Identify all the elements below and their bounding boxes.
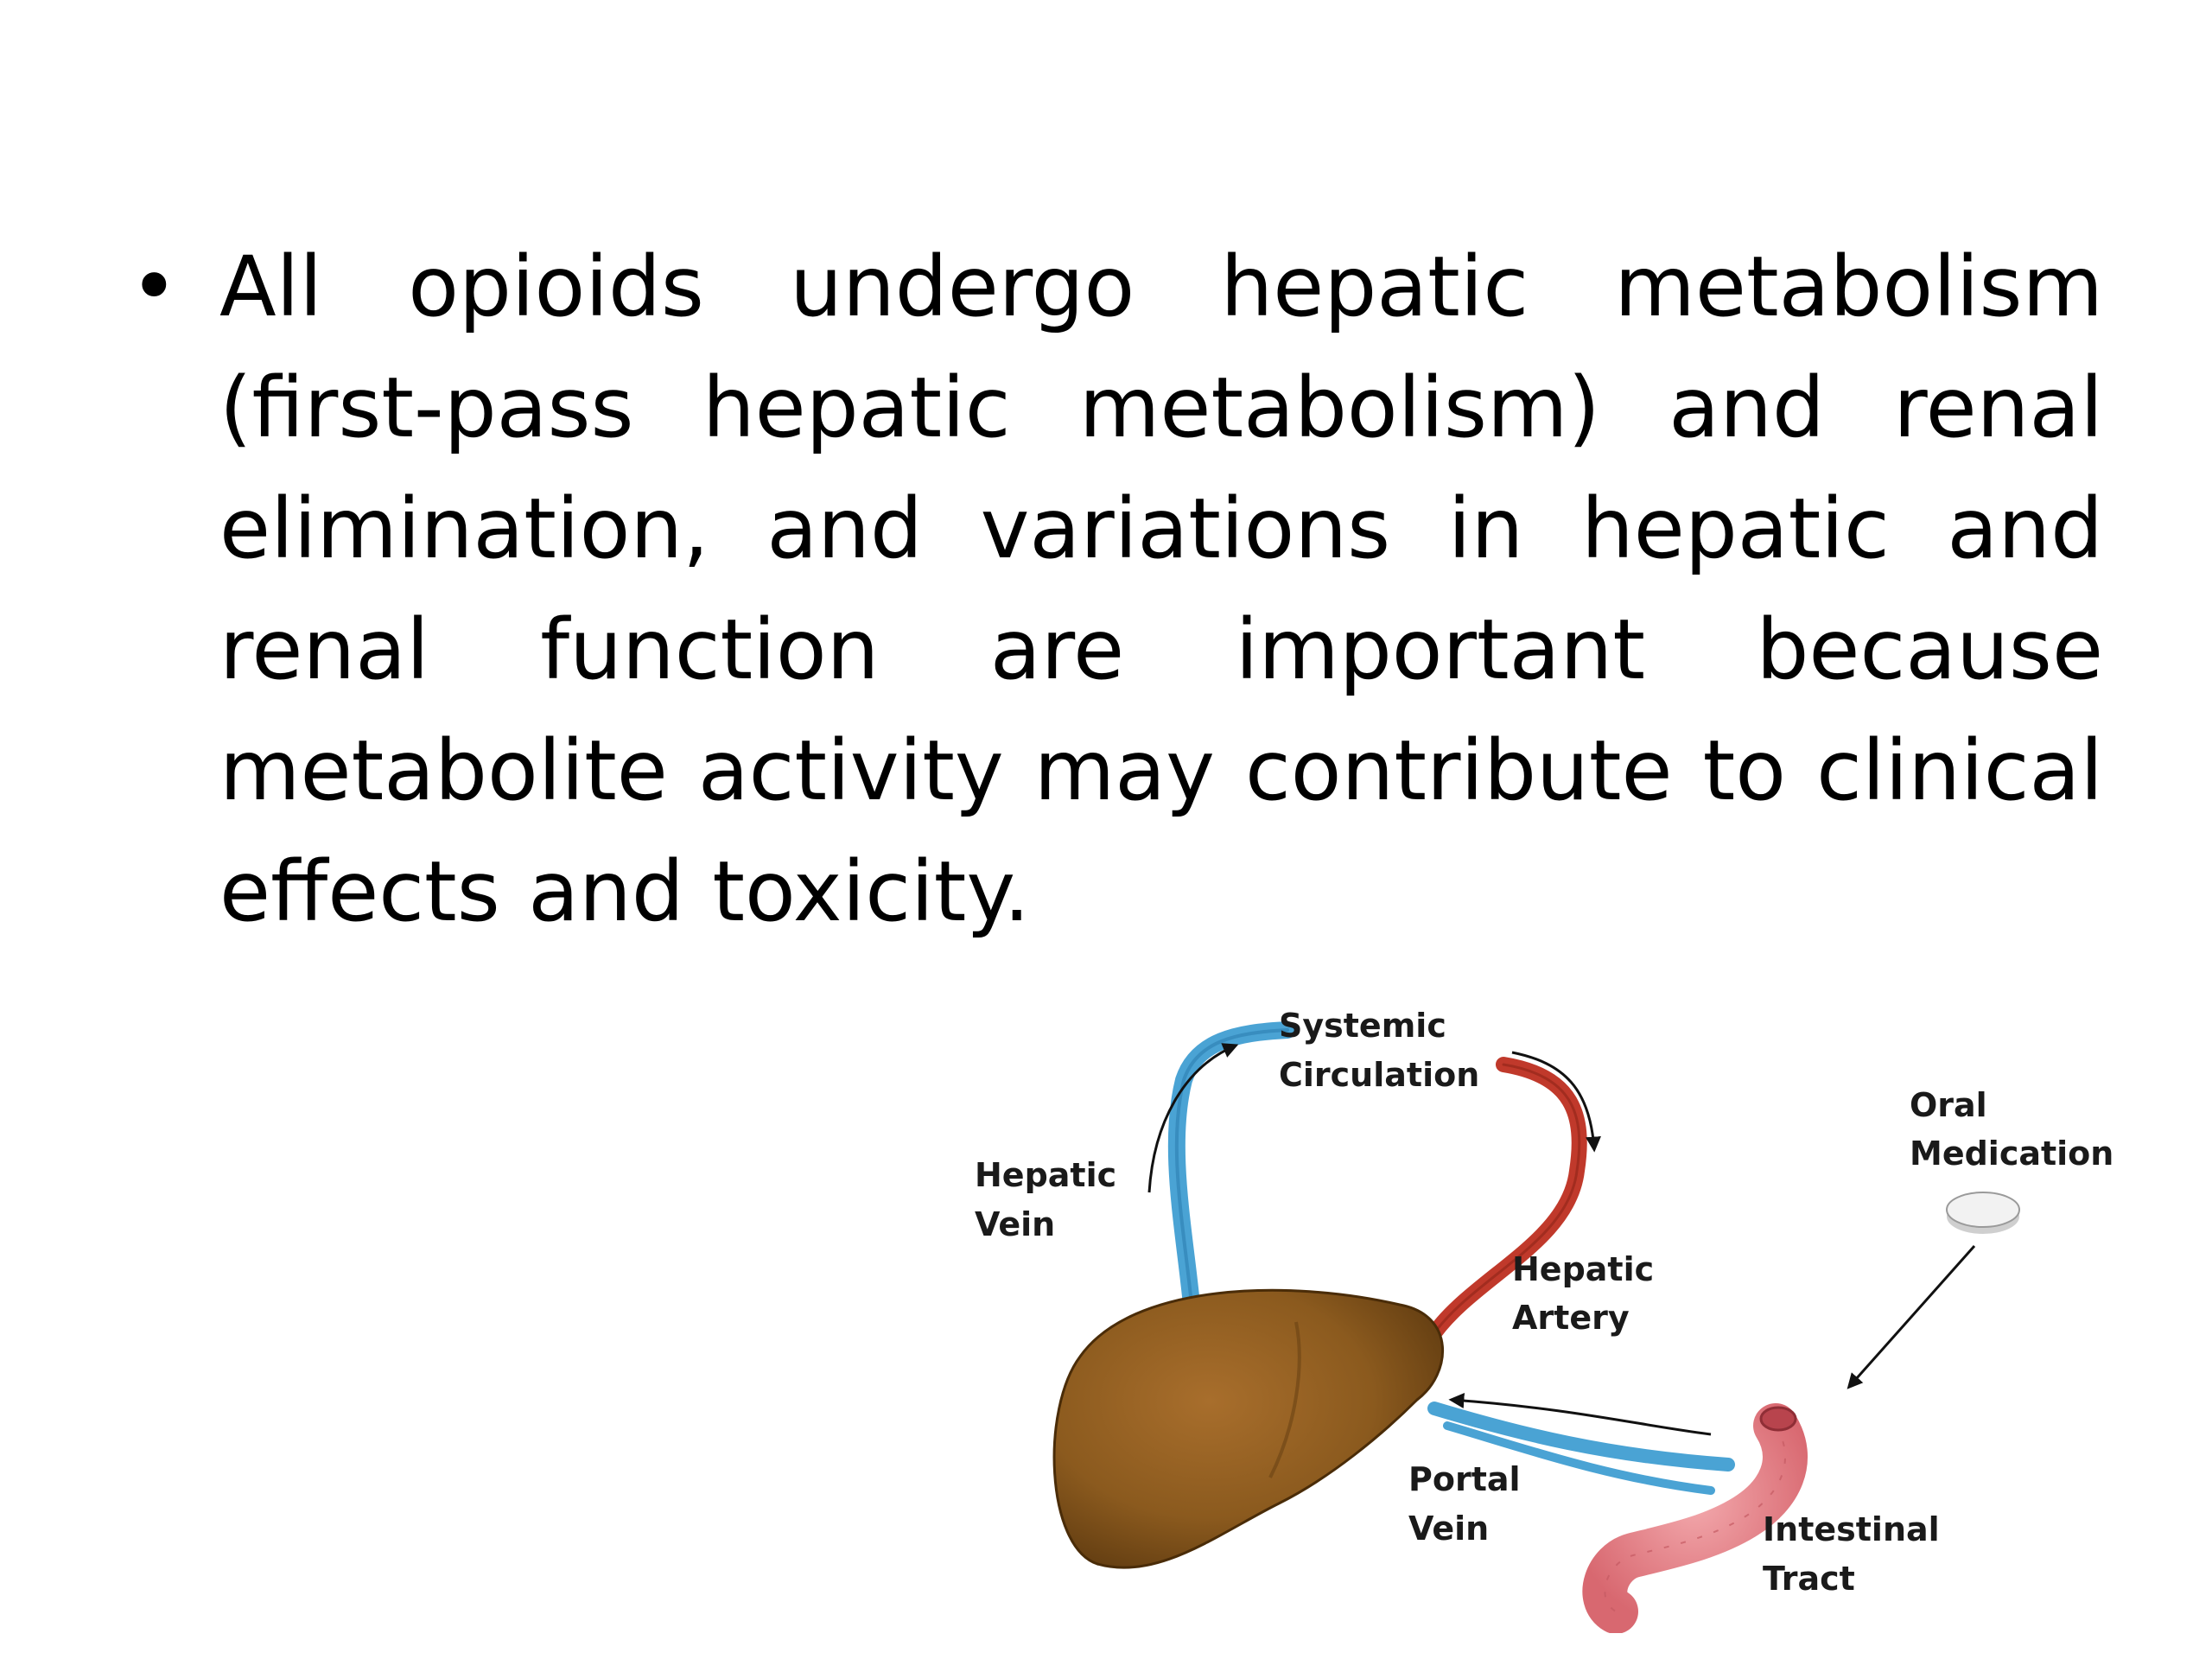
first-pass-metabolism-diagram [950, 994, 2160, 1633]
svg-text:Vein: Vein [975, 1205, 1056, 1243]
bullet-item [130, 226, 2108, 952]
svg-text:Artery: Artery [1512, 1299, 1630, 1337]
label-intestinal-tract: Intestinal [1763, 1510, 1940, 1548]
svg-text:Medication: Medication [1910, 1135, 2114, 1173]
bullet-text: All opioids undergo hepatic metabolism (first-pass hepatic metabolism) and renal elimination, and variations in hepatic and renal function are important because metabolite activity may contribute to clinical effects and toxicity. [219, 238, 2103, 940]
pill-icon [1947, 1192, 2019, 1234]
bullet-marker: • [130, 238, 179, 335]
label-hepatic-vein: Hepatic [975, 1156, 1117, 1194]
arrow-pill-to-gut [1849, 1246, 1974, 1387]
hepatic-vein [1177, 1030, 1287, 1313]
label-systemic-circulation: Systemic [1279, 1007, 1446, 1045]
label-portal-vein: Portal [1408, 1460, 1521, 1498]
svg-text:Circulation: Circulation [1279, 1056, 1480, 1094]
svg-text:Tract: Tract [1763, 1560, 1855, 1598]
svg-text:Vein: Vein [1408, 1510, 1490, 1548]
liver [1054, 1290, 1443, 1567]
label-hepatic-artery: Hepatic [1512, 1250, 1655, 1288]
label-oral-medication: Oral [1910, 1086, 1987, 1124]
